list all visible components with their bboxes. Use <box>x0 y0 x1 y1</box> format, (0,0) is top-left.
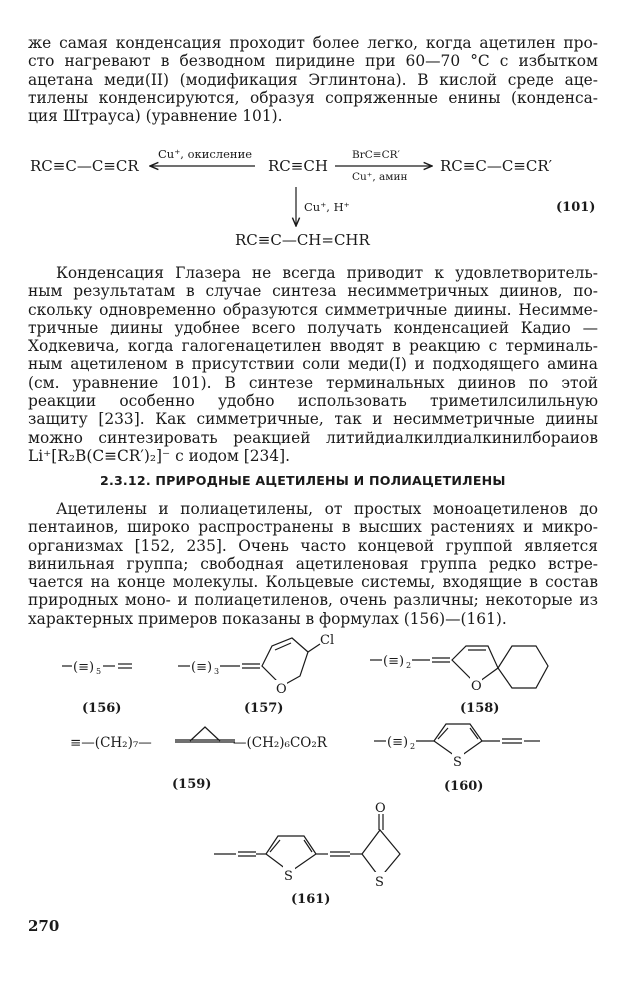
text-line: природных моно- и полиацетиленов, очень различны; некоторые из <box>28 591 598 610</box>
svg-text:O: O <box>375 801 386 816</box>
svg-text:2: 2 <box>410 742 416 751</box>
arrow-left-label: Cu⁺, окисление <box>158 147 253 161</box>
right-product: RC≡C—C≡CR′ <box>440 157 553 175</box>
paragraph-3 <box>28 500 598 628</box>
svg-text:O: O <box>471 679 482 694</box>
text-line: Ацетилены и полиацетилены, от простых моноацетиленов до <box>56 500 598 518</box>
structure-157 <box>178 633 334 716</box>
text-line: ацетана меди(II) (модификация Эглинтона). В кислой среде аце- <box>28 70 598 89</box>
text-line: защиту [233]. Как симметричные, так и несимметричные диины <box>28 410 598 429</box>
svg-text:Cl: Cl <box>320 633 335 648</box>
svg-text:(≡): (≡) <box>191 660 213 675</box>
text-line: Конденсация Глазера не всегда приводит к удовлетворитель- <box>56 264 598 282</box>
structure-158 <box>370 646 548 716</box>
svg-text:3: 3 <box>214 667 220 676</box>
text-line: винильная группа; свободная ацетиленовая группа редко встре- <box>28 554 598 573</box>
structure-label: (159) <box>172 777 212 792</box>
arrow-right-bottom-label: Cu⁺, амин <box>352 171 408 183</box>
equation-number: (101) <box>556 200 596 215</box>
text-line: тричные диины удобнее всего получать конденсацией Кадио — <box>28 318 598 337</box>
center-reagent: RC≡CH <box>268 157 328 175</box>
svg-text:O: O <box>276 682 287 697</box>
structure-label: (160) <box>444 779 484 794</box>
structure-label: (161) <box>291 892 331 907</box>
text-line: можно синтезировать реакцией литийдиалкилдиалкинилбораиов <box>28 428 598 447</box>
svg-text:—(CH₂)₆CO₂R: —(CH₂)₆CO₂R <box>233 735 327 751</box>
section-heading: 2.3.12. ПРИРОДНЫЕ АЦЕТИЛЕНЫ И ПОЛИАЦЕТИЛЕНЫ <box>100 473 506 488</box>
text-line: организмах [152, 235]. Очень часто концевой группой является <box>28 536 598 555</box>
structure-160 <box>374 724 540 794</box>
text-line: ным результатам в случае синтеза несимметричных диинов, по- <box>28 282 598 301</box>
arrow-right-top-label: BrC≡CR′ <box>352 149 400 161</box>
text-line: скольку одновременно образуются симметричные диины. Несимме- <box>28 300 598 319</box>
structure-label: (156) <box>82 701 122 716</box>
paragraph-2 <box>28 264 598 465</box>
text-line: пентаинов, широко распространены в высших растениях и микро- <box>28 518 598 537</box>
text-line: сто нагревают в безводном пиридине при 60—70 °C с избытком <box>28 52 598 71</box>
svg-text:(≡): (≡) <box>73 660 95 675</box>
text-line: же самая конденсация проходит более легко, когда ацетилен про- <box>28 34 598 52</box>
text-line: тилены конденсируются, образуя сопряженные енины (конденса- <box>28 88 598 107</box>
text-line: ция Штрауса) (уравнение 101). <box>28 107 283 126</box>
svg-text:(≡): (≡) <box>383 654 405 669</box>
text-line: (см. уравнение 101). В синтезе терминальных диинов по этой <box>28 373 598 392</box>
text-line: чается на конце молекулы. Кольцевые системы, входящие в состав <box>28 573 598 592</box>
text-line: реакции особенно удобно использовать триметилсилильную <box>28 392 598 411</box>
svg-text:≡—(CH₂)₇—: ≡—(CH₂)₇— <box>70 735 152 751</box>
equation-101 <box>30 147 595 249</box>
svg-text:2: 2 <box>406 661 412 670</box>
text-line: Li⁺[R₂B(C≡CR′)₂]⁻ с иодом [234]. <box>28 446 290 465</box>
svg-text:S: S <box>284 869 293 884</box>
structure-label: (158) <box>460 701 500 716</box>
svg-text:(≡): (≡) <box>387 735 409 750</box>
svg-text:5: 5 <box>96 667 102 676</box>
left-product: RC≡C—C≡CR <box>30 157 139 175</box>
svg-text:S: S <box>453 755 462 770</box>
structure-159 <box>70 727 328 792</box>
text-line: Ходкевича, когда галогенацетилен вводят в реакцию с терминаль- <box>28 337 598 356</box>
bottom-product: RC≡C—CH=CHR <box>235 231 370 249</box>
structure-156 <box>62 660 132 716</box>
arrow-down-label: Cu⁺, H⁺ <box>304 200 350 214</box>
structure-161 <box>214 801 400 907</box>
text-line: ным ацетиленом в присутствии соли меди(I) и подходящего амина <box>28 355 598 374</box>
svg-text:S: S <box>375 875 384 890</box>
page-number: 270 <box>28 917 60 935</box>
text-line: характерных примеров показаны в формулах (156)—(161). <box>28 609 507 628</box>
structure-label: (157) <box>244 701 284 716</box>
